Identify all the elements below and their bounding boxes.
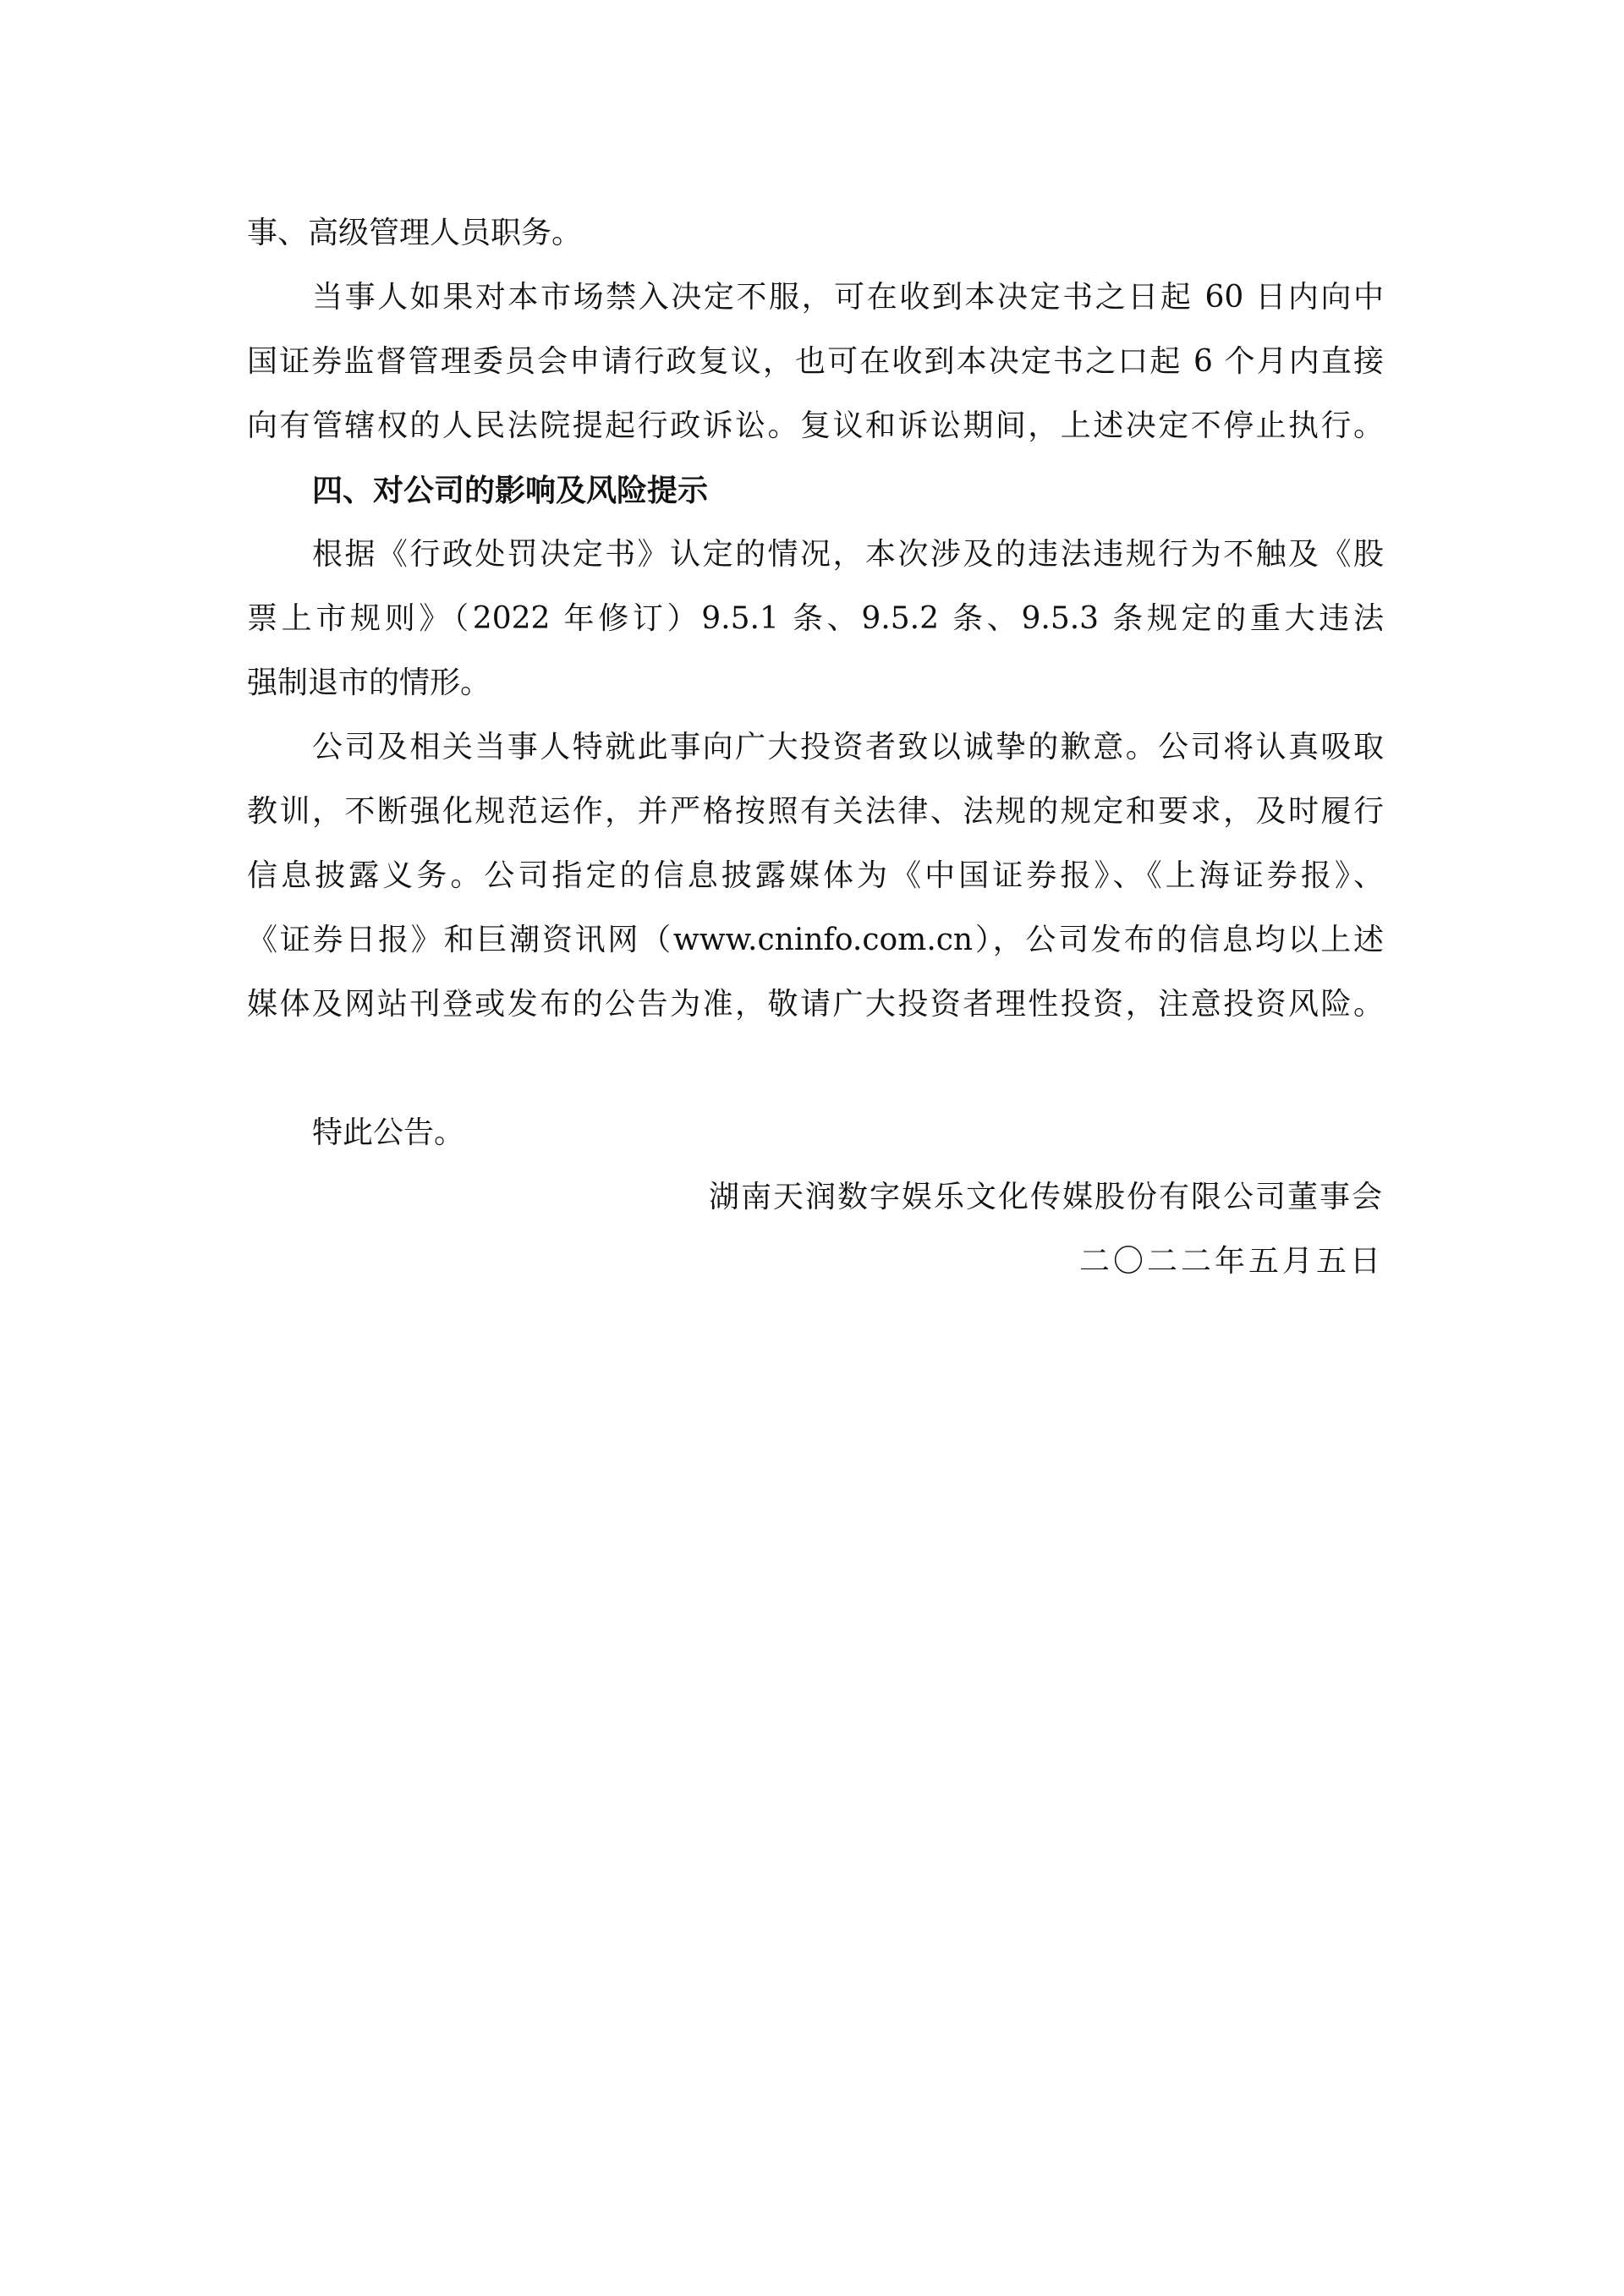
text-line: 《证券日报》和巨潮资讯网（www.cninfo.com.cn），公司发布的信息均以上述 (247, 923, 1384, 957)
text-line: 当事人如果对本市场禁入决定不服，可在收到本决定书之日起 60 日内向中 (312, 280, 1384, 315)
paragraph-continuation (247, 201, 1384, 266)
text-line: 信息披露义务。公司指定的信息披露媒体为《中国证券报》、《上海证券报》、 (247, 858, 1384, 893)
section-heading: 四、对公司的影响及风险提示 (312, 473, 709, 508)
paragraph-company-impact (247, 523, 1384, 715)
text-line: 根据《行政处罚决定书》认定的情况，本次涉及的违法违规行为不触及《股 (312, 537, 1384, 572)
closing-statement: 特此公告。 (312, 1115, 465, 1150)
text-line: 向有管辖权的人民法院提起行政诉讼。复议和诉讼期间，上述决定不停止执行。 (247, 408, 1384, 443)
text-line: 公司及相关当事人特就此事向广大投资者致以诚挚的歉意。公司将认真吸取 (312, 730, 1384, 764)
signature-date: 二〇二二年五月五日 (1078, 1244, 1384, 1279)
text-line: 事、高级管理人员职务。 (247, 216, 583, 250)
text-line: 媒体及网站刊登或发布的公告为准，敬请广大投资者理性投资，注意投资风险。 (247, 987, 1384, 1022)
blank-line (247, 1037, 1384, 1101)
paragraph-apology (247, 715, 1384, 1037)
signature-company: 湖南天润数字娱乐文化传媒股份有限公司董事会 (708, 1180, 1384, 1214)
paragraph-appeal-rights (247, 266, 1384, 458)
text-line: 国证券监督管理委员会申请行政复议，也可在收到本决定书之口起 6 个月内直接 (247, 344, 1384, 379)
text-line: 教训，不断强化规范运作，并严格按照有关法律、法规的规定和要求，及时履行 (247, 794, 1384, 829)
text-line: 强制退市的情形。 (247, 666, 491, 700)
document-body (247, 201, 1384, 1294)
text-line: 票上市规则》（2022 年修订）9.5.1 条、9.5.2 条、9.5.3 条规定的重大违法 (247, 601, 1384, 636)
